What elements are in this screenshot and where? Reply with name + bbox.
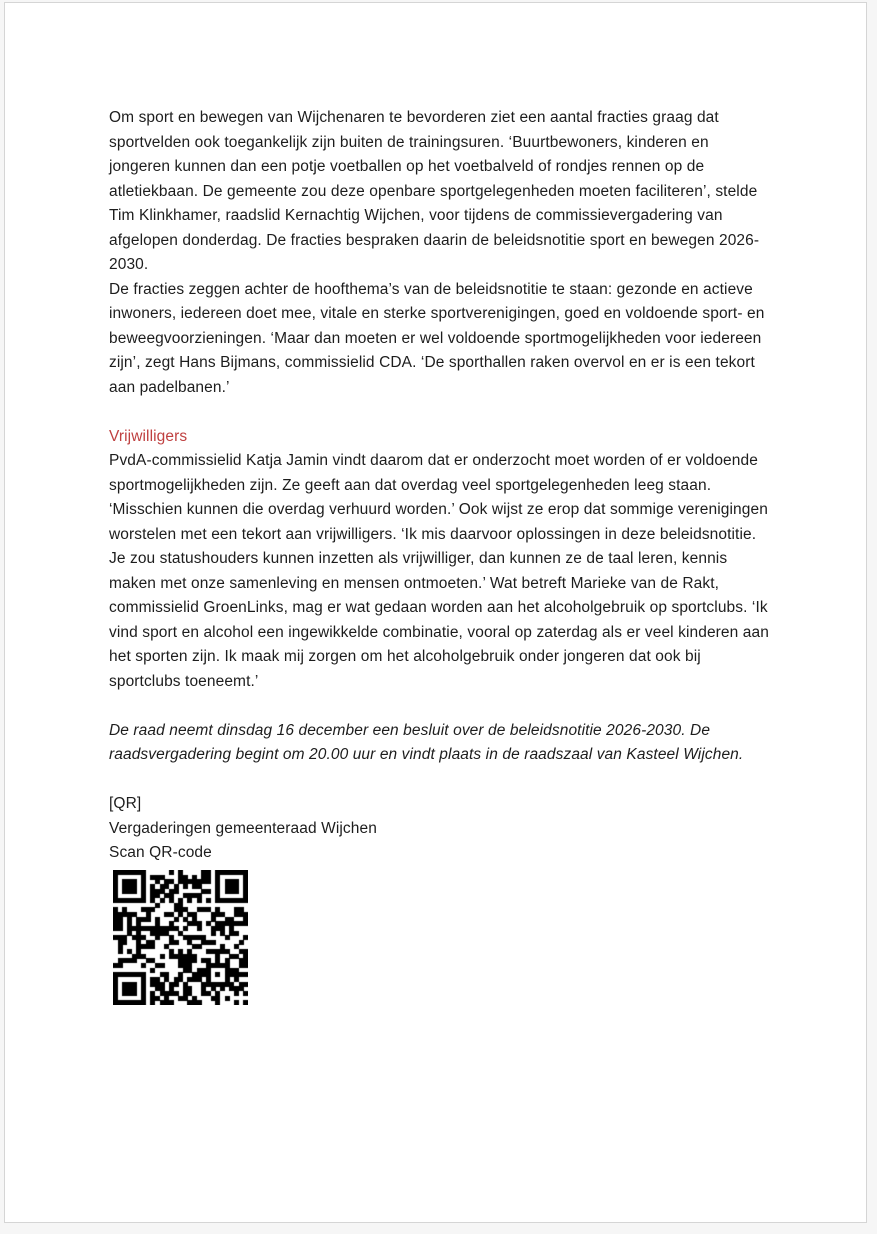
qr-placeholder-label: [QR] bbox=[109, 795, 142, 812]
paragraph-intro: Om sport en bewegen van Wijchenaren te bevorderen ziet een aantal fracties graag dat sportvelden ook toegankelijk zijn buiten de trainingsuren. ‘Buurtbewoners, kinderen en jongeren kunnen dan een potje voetballen op het voetbalveld of rondjes rennen op de atletiekbaan. De gemeente zou deze openbare sportgelegenheden moeten faciliteren’, stelde Tim Klinkhamer, raadslid Kernachtig Wijchen, voor tijdens de commissievergadering van afgelopen donderdag. De fracties bespraken daarin de beleidsnotitie sport en bewegen 2026-2030. bbox=[109, 109, 760, 273]
document-content bbox=[109, 106, 773, 1005]
qr-caption-instruction: Scan QR-code bbox=[109, 844, 212, 861]
paragraph-themes: De fracties zeggen achter de hoofthema’s van de beleidsnotitie te staan: gezonde en actieve inwoners, iedereen doet mee, vitale en sterke sportverenigingen, goed en voldoende sport- en beweegvoorzieningen. ‘Maar dan moeten er wel voldoende sportmogelijkheden voor iedereen zijn’, zegt Hans Bijmans, commissielid CDA. ‘De sporthallen raken overvol en er is een tekort aan padelbanen.’ bbox=[109, 280, 765, 396]
qr-caption-title: Vergaderingen gemeenteraad Wijchen bbox=[109, 819, 377, 837]
paragraph-raadsbesluit: De raad neemt dinsdag 16 december een besluit over de beleidsnotitie 2026-2030. De raadsvergadering begint om 20.00 uur en vindt plaats in de raadszaal van Kasteel Wijchen. bbox=[109, 721, 744, 763]
qr-code-image bbox=[113, 870, 248, 1005]
paragraph-vrijwilligers: PvdA-commissielid Katja Jamin vindt daarom dat er onderzocht moet worden of er voldoende sportmogelijkheden zijn. Ze geeft aan dat overdag veel sportgelegenheden leeg staan. ‘Misschien kunnen die overdag verhuurd worden.’ Ook wijst ze erop dat sommige verenigingen worstelen met een tekort aan vrijwilligers. ‘Ik mis daarvoor oplossingen in deze beleidsnotitie. Je zou statushouders kunnen inzetten als vrijwilliger, dan kunnen ze de taal leren, kennis maken met onze samenleving en mensen ontmoeten.’ Wat betreft Marieke van de Rakt, commissielid GroenLinks, mag er wat gedaan worden aan het alcoholgebruik op sportclubs. ‘Ik vind sport en alcohol een ingewikkelde combinatie, vooral op zaterdag als er veel kinderen aan het sporten zijn. Ik maak mij zorgen om het alcoholgebruik onder jongeren dat ook bij sportclubs toeneemt.’ bbox=[109, 452, 769, 690]
section-heading-vrijwilligers: Vrijwilligers bbox=[109, 427, 188, 445]
document-page bbox=[4, 2, 867, 1223]
